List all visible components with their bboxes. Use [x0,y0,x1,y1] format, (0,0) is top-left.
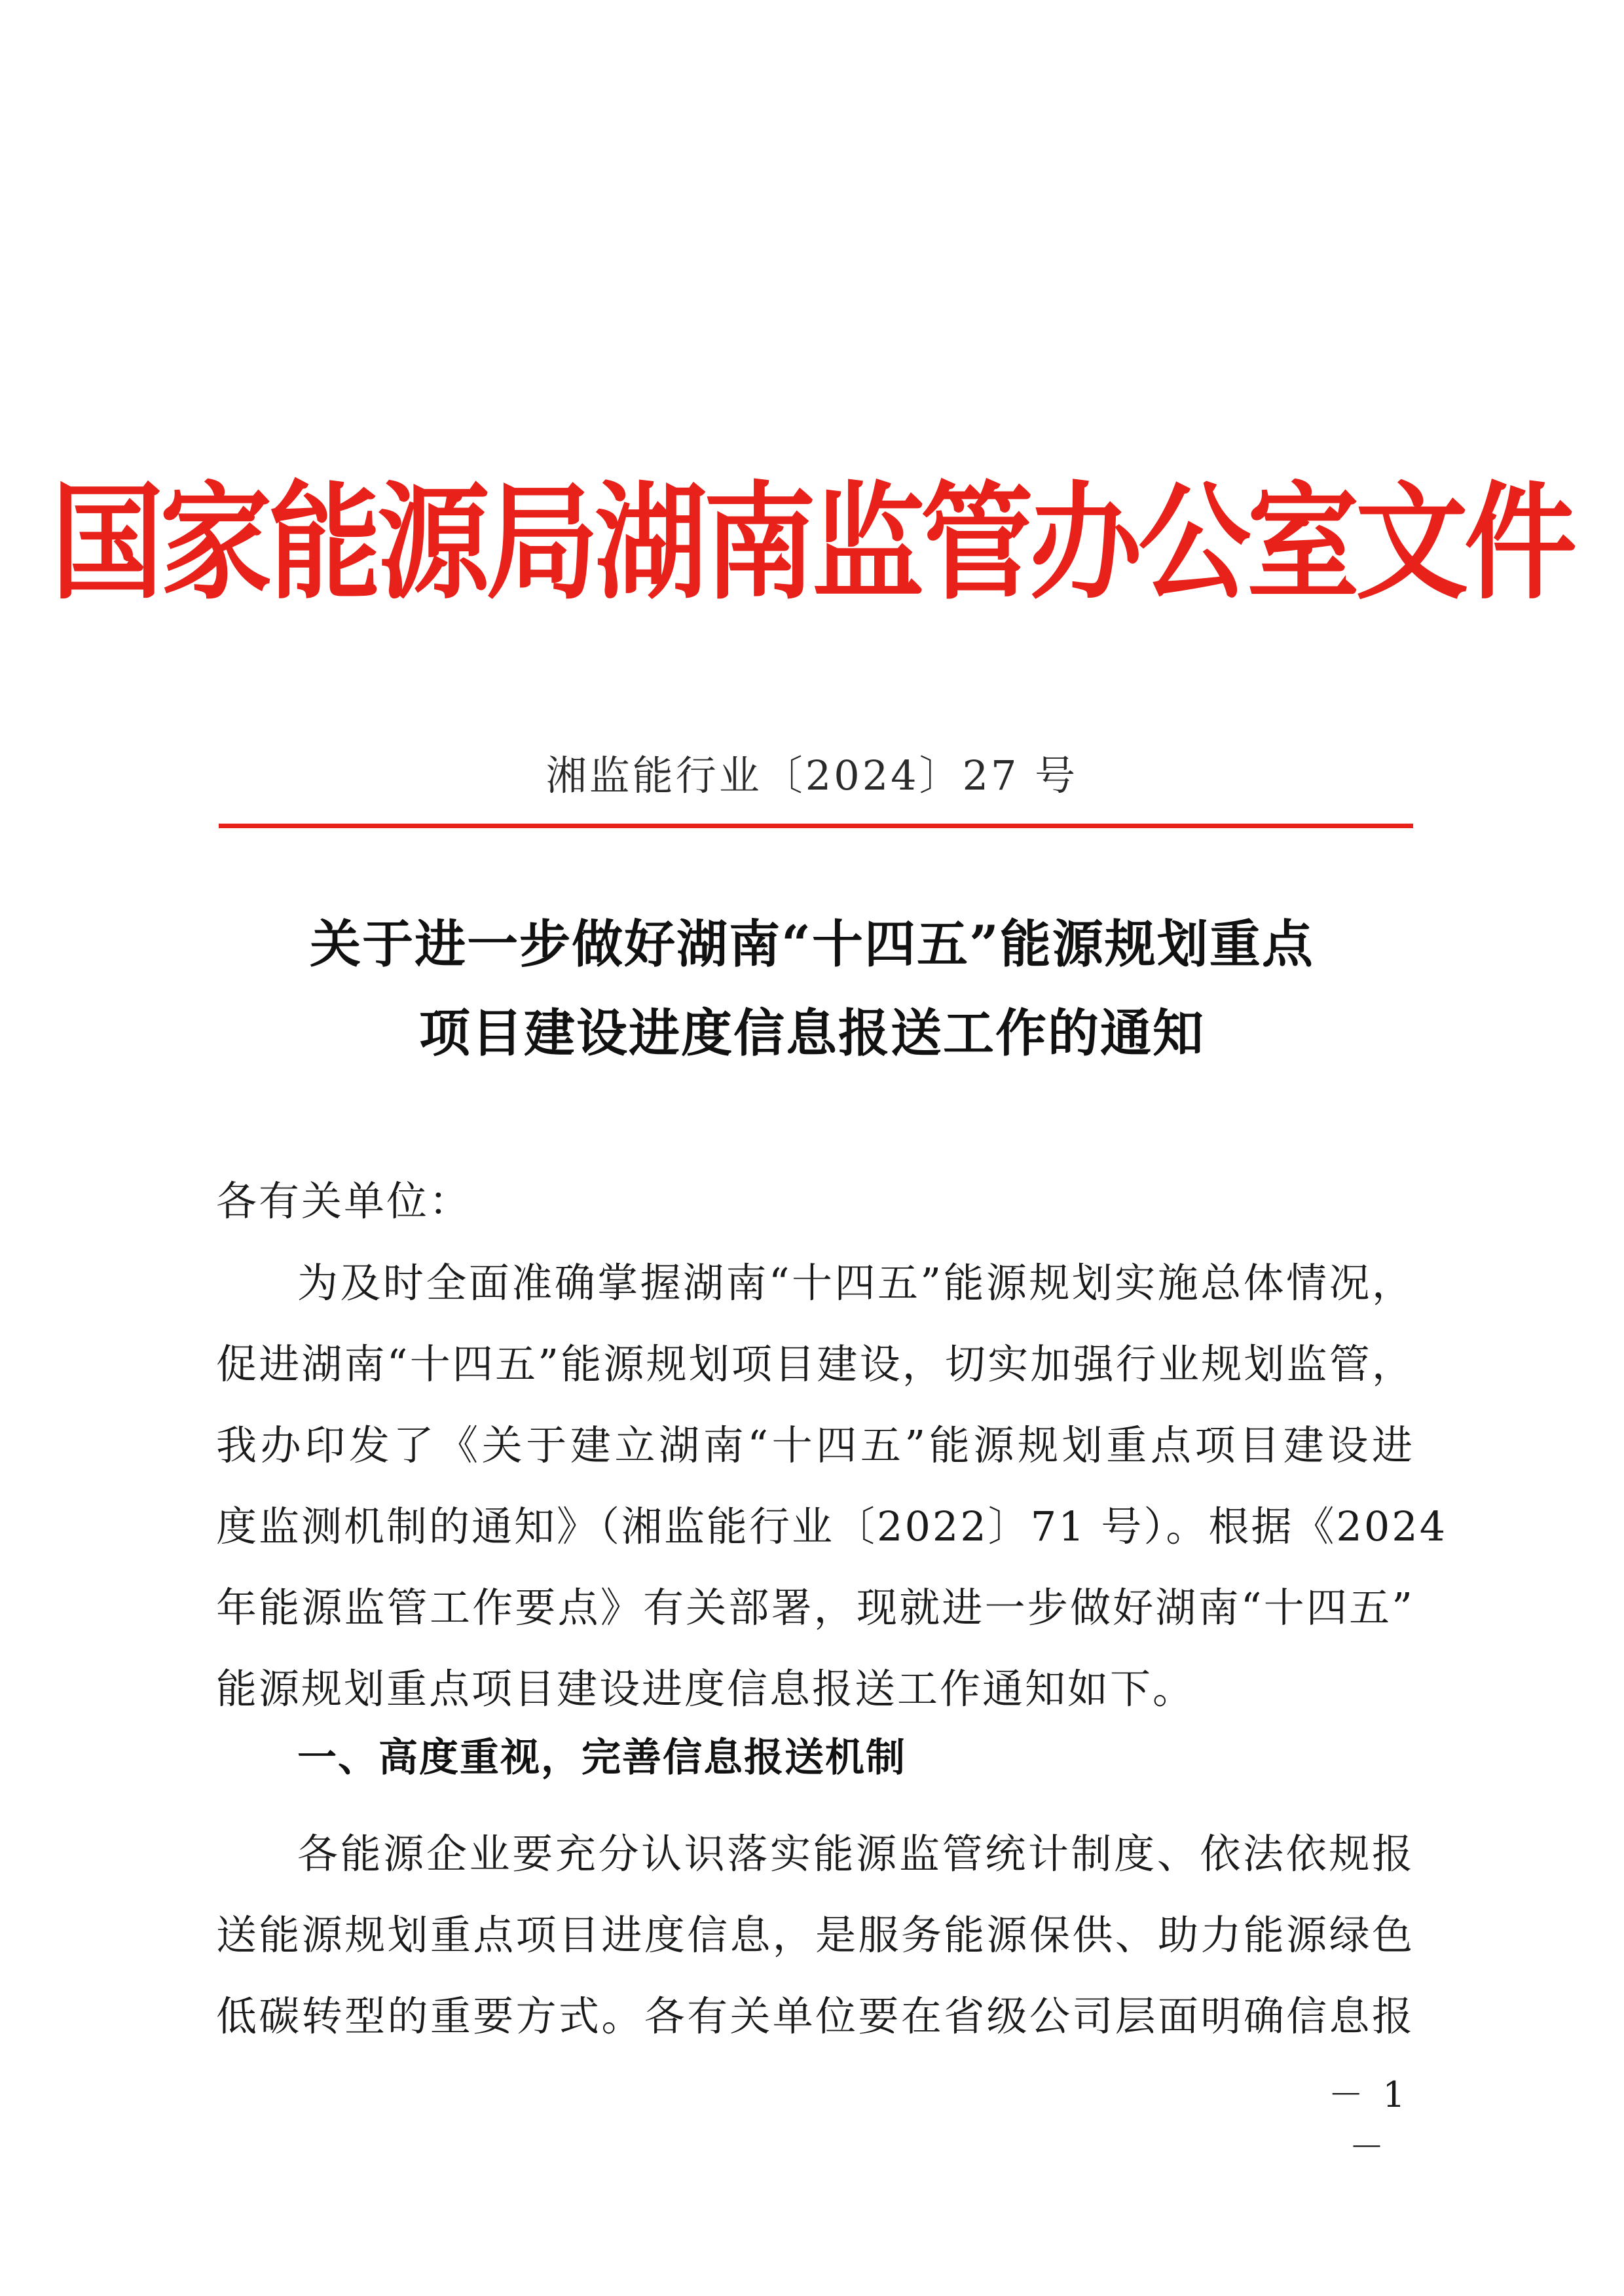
paragraph-1-line-3: 我办印发了《关于建立湖南“十四五”能源规划重点项目建设进 [216,1421,1414,1469]
paragraph-1-line-1: 为及时全面准确掌握湖南“十四五”能源规划实施总体情况， [297,1259,1414,1307]
notice-title-line-2: 项目建设进度信息报送工作的通知 [418,1004,1205,1063]
notice-title-line-1: 关于进一步做好湖南“十四五”能源规划重点 [310,915,1314,974]
paragraph-2-line-2: 送能源规划重点项目进度信息，是服务能源保供、助力能源绿色 [216,1911,1414,1959]
paragraph-2-line-1: 各能源企业要充分认识落实能源监管统计制度、依法依规报 [297,1830,1414,1878]
paragraph-1-line-4: 度监测机制的通知》（湘监能行业〔2022〕71 号）。根据《2024 [216,1503,1448,1550]
notice-title [196,900,1428,1078]
paragraph-1-line-5: 年能源监管工作要点》有关部署，现就进一步做好湖南“十四五” [216,1584,1414,1631]
paragraph-1 [216,1243,1448,1730]
section-1-heading: 一、高度重视，完善信息报送机制 [297,1735,906,1781]
salutation: 各有关单位： [216,1177,472,1225]
paragraph-1-line-6: 能源规划重点项目建设进度信息报送工作通知如下。 [216,1665,1196,1713]
red-divider-line [219,824,1413,828]
document-number: 湘监能行业〔2024〕27 号 [545,752,1079,799]
page-number: － 1 － [1328,2074,1409,2168]
paragraph-2 [216,1813,1414,2057]
issuer-title: 国家能源局湖南监管办公室文件 [51,469,1573,617]
paragraph-1-line-2: 促进湖南“十四五”能源规划项目建设，切实加强行业规划监管， [216,1340,1414,1388]
paragraph-2-line-3: 低碳转型的重要方式。各有关单位要在省级公司层面明确信息报 [216,1992,1414,2040]
